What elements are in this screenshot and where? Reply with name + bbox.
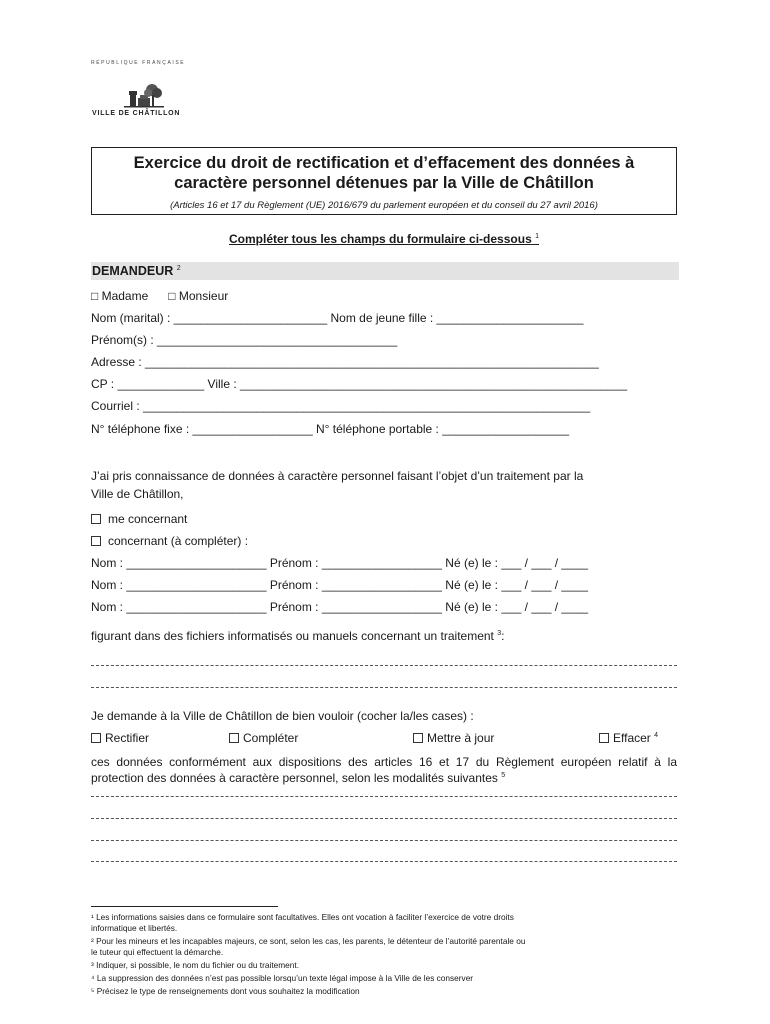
traitement-line[interactable]	[91, 687, 677, 688]
concernant-checkbox[interactable]	[91, 536, 101, 546]
footnote-2-cont: le tuteur qui effectuent la démarche.	[91, 947, 224, 957]
footnote-1-cont: informatique et libertés.	[91, 923, 178, 933]
rectifier-checkbox[interactable]	[91, 733, 101, 743]
footnote-2: ² Pour les mineurs et les incapables majeurs, ce sont, selon les cas, les parents, le détenteur de l’autorité parentale ou	[91, 936, 526, 946]
nom-field[interactable]: Nom (marital) : _______________________ Nom de jeune fille : ______________________	[91, 311, 584, 325]
modalites-line[interactable]	[91, 861, 677, 862]
conformement-text	[91, 754, 677, 786]
completer-checkbox[interactable]	[229, 733, 239, 743]
mettre-a-jour-label: Mettre à jour	[427, 731, 495, 745]
person-row[interactable]: Nom : _____________________ Prénom : __________________ Né (e) le : ___ / ___ / ____	[91, 578, 589, 592]
mettre-a-jour-checkbox[interactable]	[413, 733, 423, 743]
chatillon-logo-icon	[124, 80, 164, 108]
effacer-note: 4	[654, 732, 659, 739]
connaissance-line-1: J’ai pris connaissance de données à caractère personnel faisant l’objet d’un traitement par la	[91, 469, 584, 483]
person-row[interactable]: Nom : _____________________ Prénom : __________________ Né (e) le : ___ / ___ / ____	[91, 600, 589, 614]
figurant-colon: :	[501, 629, 505, 643]
effacer-option[interactable]	[599, 731, 658, 745]
footnote-4: ⁴ La suppression des données n’est pas possible lorsqu’un texte légal impose à la Ville de les conserver	[91, 973, 474, 983]
completer-label: Compléter	[243, 731, 299, 745]
rectifier-option[interactable]	[91, 731, 149, 745]
monsieur-checkbox[interactable]: □ Monsieur	[168, 289, 229, 303]
rectifier-label: Rectifier	[105, 731, 150, 745]
page-title	[91, 153, 677, 193]
instruction-note: 1	[535, 233, 539, 240]
completer-option[interactable]	[229, 731, 298, 745]
concernant-label: concernant (à compléter) :	[108, 534, 249, 548]
me-concernant-option[interactable]	[91, 512, 187, 526]
demandeur-section-header	[91, 262, 679, 280]
footnote-separator	[91, 906, 278, 907]
effacer-checkbox[interactable]	[599, 733, 609, 743]
civilite-row	[91, 289, 228, 303]
title-line-1: Exercice du droit de rectification et d’effacement des données à	[133, 154, 635, 172]
mettre-a-jour-option[interactable]	[413, 731, 494, 745]
courriel-field[interactable]: Courriel : ___________________________________________________________________	[91, 399, 591, 413]
title-line-2: caractère personnel détenues par la Ville de Châtillon	[174, 174, 594, 192]
modalites-line[interactable]	[91, 818, 677, 819]
instruction-heading	[91, 232, 677, 246]
modalites-line[interactable]	[91, 796, 677, 797]
concernant-option[interactable]	[91, 534, 248, 548]
madame-checkbox[interactable]: □ Madame	[91, 289, 149, 303]
instruction-text: Compléter tous les champs du formulaire ci-dessous	[229, 232, 532, 246]
demandeur-title: DEMANDEUR	[92, 264, 174, 278]
conformement-note: 5	[501, 772, 506, 779]
prenom-field[interactable]: Prénom(s) : ____________________________________	[91, 333, 398, 347]
traitement-line[interactable]	[91, 665, 677, 666]
demande-intro: Je demande à la Ville de Châtillon de bien vouloir (cocher la/les cases) :	[91, 709, 474, 723]
cp-ville-field[interactable]: CP : _____________ Ville : __________________________________________________________	[91, 377, 628, 391]
figurant-label: figurant dans des fichiers informatisés ou manuels concernant un traitement	[91, 629, 494, 643]
telephone-field[interactable]: N° téléphone fixe : __________________ N° téléphone portable : ___________________	[91, 422, 570, 436]
footnote-1: ¹ Les informations saisies dans ce formulaire sont facultatives. Elles ont vocation à faciliter l’exercice de votre droits	[91, 912, 514, 922]
modalites-line[interactable]	[91, 840, 677, 841]
connaissance-line-2: Ville de Châtillon,	[91, 487, 184, 501]
figurant-text	[91, 629, 504, 643]
me-concernant-checkbox[interactable]	[91, 514, 101, 524]
me-concernant-label: me concernant	[108, 512, 188, 526]
title-subtitle: (Articles 16 et 17 du Règlement (UE) 2016/679 du parlement européen et du conseil du 27 avril 2016)	[170, 200, 598, 211]
adresse-field[interactable]: Adresse : ____________________________________________________________________	[91, 355, 599, 369]
footnote-3: ³ Indiquer, si possible, le nom du fichier ou du traitement.	[91, 960, 299, 970]
ville-label: VILLE DE CHÂTILLON	[92, 110, 181, 117]
demandeur-label	[92, 264, 181, 278]
effacer-label: Effacer	[613, 731, 651, 745]
conformement-body: ces données conformément aux dispositions des articles 16 et 17 du Règlement européen relatif à la protection des données à caractère personnel, selon les modalités suivantes	[91, 755, 677, 785]
demandeur-note: 2	[176, 264, 181, 272]
figurant-note: 3	[497, 630, 502, 637]
republique-label: RÉPUBLIQUE FRANÇAISE	[91, 60, 186, 66]
person-row[interactable]: Nom : _____________________ Prénom : __________________ Né (e) le : ___ / ___ / ____	[91, 556, 589, 570]
footnote-5: ⁵ Précisez le type de renseignements dont vous souhaitez la modification	[91, 986, 360, 996]
